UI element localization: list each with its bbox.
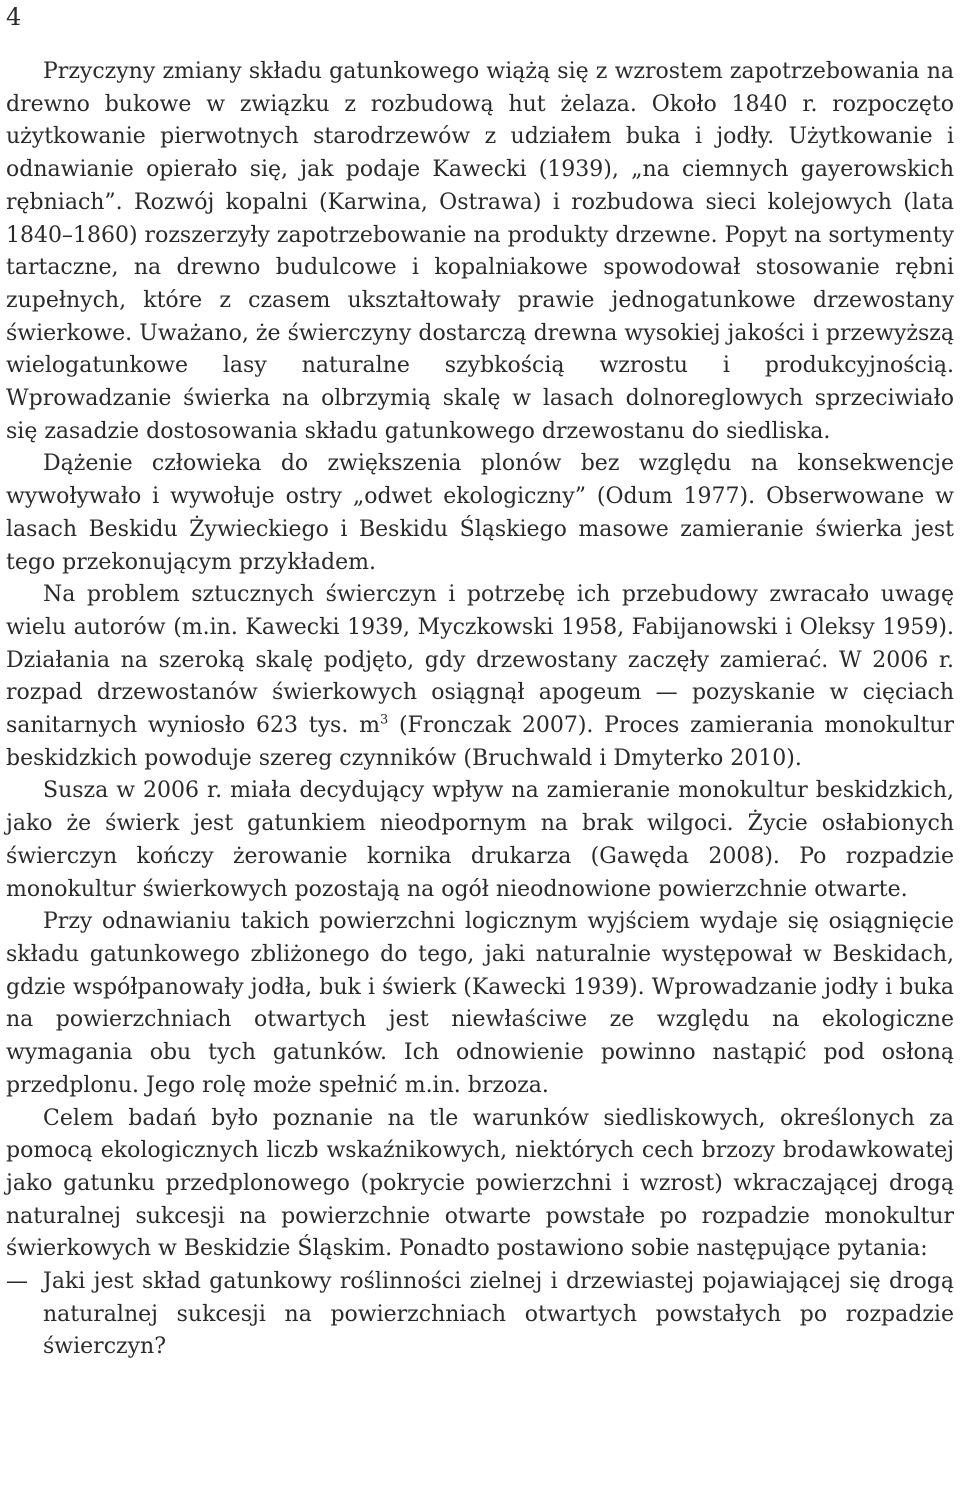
paragraph: Dążenie człowieka do zwiększenia plonów bez względu na konsekwencje wywoływało i wywołuje ostry „odwet ekologiczny” (Odum 1977). Obserwowane w lasach Beskidu Żywieckiego i Beskidu Śląskiego masowe zamieranie świerka jest tego przekonującym przykładem. <box>6 451 954 575</box>
list-item <box>6 1266 954 1364</box>
dash-bullet: — <box>6 1269 28 1295</box>
paragraph: Susza w 2006 r. miała decydujący wpływ na zamieranie monokultur beskidzkich, jako że świerk jest gatunkiem nieodpornym na brak wilgoci. Życie osłabionych świerczyn kończy żerowanie kornika drukarza (Gawęda 2008). Po rozpadzie monokultur świerkowych pozostają na ogół nieodnowione powierzchnie otwarte. <box>6 778 954 902</box>
question-list <box>6 1266 954 1364</box>
paragraph: Przy odnawianiu takich powierzchni logicznym wyjściem wydaje się osiągnięcie składu gatunkowego zbliżonego do tego, jaki naturalnie występował w Beskidach, gdzie współpanowały jodła, buk i świerk (Kawecki 1939). Wprowadzanie jodły i buka na powierzchniach otwartych jest niewłaściwe ze względu na ekologiczne wymagania obu tych gatunków. Ich odnowienie powinno nastąpić pod osłoną przedplonu. Jego rolę może spełnić m.in. brzoza. <box>6 909 954 1098</box>
cubic-superscript: 3 <box>379 712 389 728</box>
paragraph: Przyczyny zmiany składu gatunkowego wiążą się z wzrostem zapotrzebowania na drewno bukowe w związku z rozbudową hut żelaza. Około 1840 r. rozpoczęto użytkowanie pierwotnych starodrzewów z udziałem buka i jodły. Użytkowanie i odnawianie opierało się, jak podaje Kawecki (1939), „na ciemnych gayerowskich rębniach”. Rozwój kopalni (Karwina, Ostrawa) i rozbudowa sieci kolejowych (lata 1840–1860) rozszerzyły zapotrzebowanie na produkty drzewne. Popyt na sortymenty tartaczne, na drewno budulcowe i kopalniakowe spowodował stosowanie rębni zupełnych, które z czasem ukształtowały prawie jednogatunkowe drzewostany świerkowe. Uważano, że świerczyny dostarczą drewna wysokiej jakości i przewyższą wielogatunkowe lasy naturalne szybkością wzrostu i produkcyjnością. Wprowadzanie świerka na olbrzymią skalę w lasach dolnoreglowych sprzeciwiało się zasadzie dostosowania składu gatunkowego drzewostanu do siedliska. <box>6 59 954 444</box>
list-item-text: Jaki jest skład gatunkowy roślinności zielnej i drzewiastej pojawiającej się drogą naturalnej sukcesji na powierzchniach otwartych powstałych po rozpadzie świerczyn? <box>43 1269 954 1360</box>
paragraph <box>6 579 954 775</box>
body-text <box>6 56 954 1364</box>
paragraph: Celem badań było poznanie na tle warunków siedliskowych, określonych za pomocą ekologicznych liczb wskaźnikowych, niektórych cech brzozy brodawkowatej jako gatunku przedplonowego (pokrycie powierzchni i wzrost) wkraczającej drogą naturalnej sukcesji na powierzchnie otwarte powstałe po rozpadzie monokultur świerkowych w Beskidzie Śląskim. Ponadto postawiono sobie następujące pytania: <box>6 1105 954 1262</box>
page-number: 4 <box>6 3 22 31</box>
paragraph-text: Na problem sztucznych świerczyn i potrzebę ich przebudowy zwracało uwagę wielu autorów (m.in. Kawecki 1939, Myczkowski 1958, Fabijanowski i Oleksy 1959). Działania na szeroką skalę podjęto, gdy drzewostany zaczęły zamierać. W 2006 r. rozpad drzewostanów świerkowych osiągnął apogeum — pozyskanie w cięciach sanitarnych wyniosło 623 tys. m <box>6 582 954 739</box>
paragraph-text: (Fronczak 2007). Proces zamierania monokultur beskidzkich powoduje szereg czynników (Bruchwald i Dmyterko 2010). <box>6 713 954 771</box>
